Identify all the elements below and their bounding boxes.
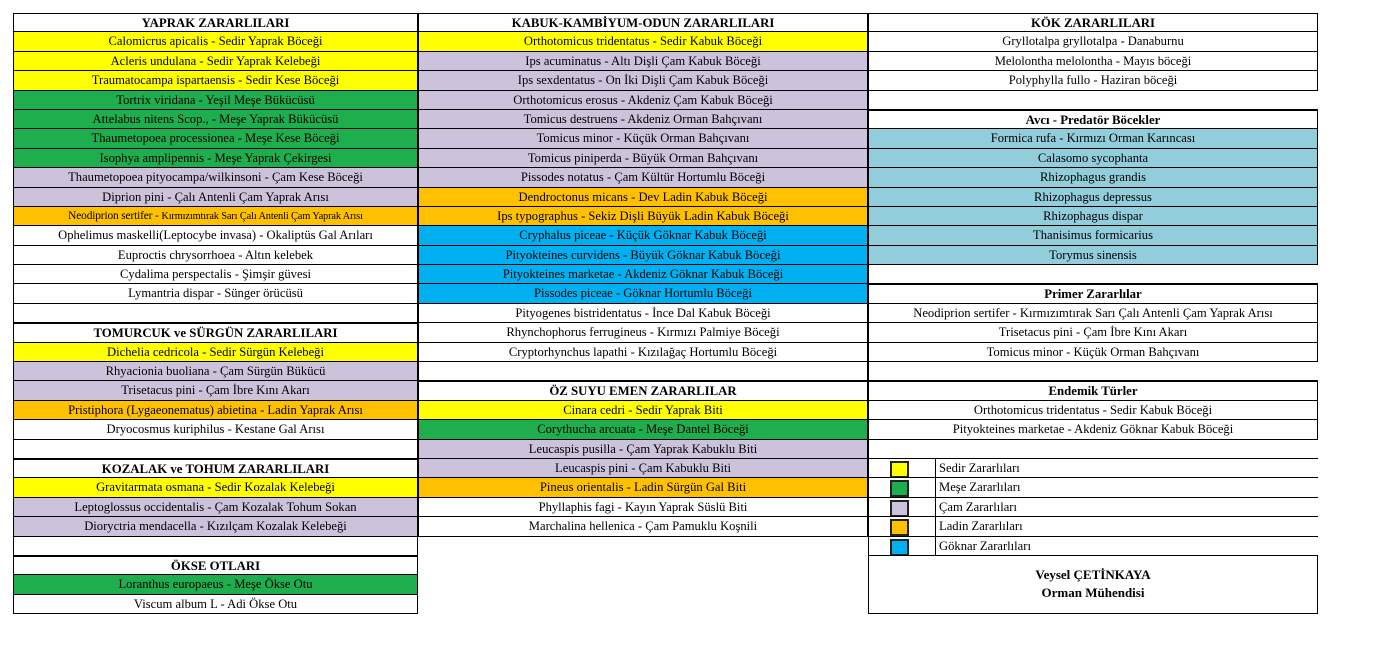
section-header: KOZALAK ve TOHUM ZARARLILARI — [13, 459, 418, 478]
legend-row-yellow — [868, 459, 1318, 478]
pest-row-tomicus-minor-kucuk-orman-bahcivani: Tomicus minor - Küçük Orman Bahçıvanı — [868, 343, 1318, 362]
pest-row-rhizophagus-depressus: Rhizophagus depressus — [868, 188, 1318, 207]
pest-row-ips-acuminatus-alti-disli-cam-kabuk-boce: Ips acuminatus - Altı Dişli Çam Kabuk Böceği — [418, 52, 868, 71]
legend-label: Meşe Zararlıları — [939, 480, 1021, 495]
pest-row-pissodes-piceae-goknar-hortumlu-bocegi: Pissodes piceae - Göknar Hortumlu Böceği — [418, 284, 868, 303]
author-box — [868, 556, 1318, 614]
pest-row-melolontha-melolontha-mayis-bocegi: Melolontha melolontha - Mayıs böceği — [868, 52, 1318, 71]
pest-row-rhyacionia-buoliana-cam-surgun-bukucu: Rhyacionia buoliana - Çam Sürgün Bükücü — [13, 362, 418, 381]
section-header: Primer Zararlılar — [868, 284, 1318, 303]
pest-row-gravitarmata-osmana-sedir-kozalak-kelebe: Gravitarmata osmana - Sedir Kozalak Kelebeği — [13, 478, 418, 497]
legend-row-orange — [868, 517, 1318, 536]
legend-label: Sedir Zararlıları — [939, 460, 1020, 475]
section-header: Endemik Türler — [868, 381, 1318, 400]
legend-swatch-cell — [869, 498, 936, 516]
legend-label: Ladin Zararlıları — [939, 519, 1023, 534]
pest-row-thaumetopoea-pityocampa-wilkinsoni-cam-k: Thaumetopoea pityocampa/wilkinsoni - Çam Kese Böceği — [13, 168, 418, 187]
legend-swatch-green — [890, 480, 909, 497]
blank-row — [868, 440, 1318, 459]
pest-row-trisetacus-pini-cam-ibre-kini-akari: Trisetacus pini - Çam İbre Kını Akarı — [13, 381, 418, 400]
pest-row-dendroctonus-micans-dev-ladin-kabuk-boce: Dendroctonus micans - Dev Ladin Kabuk Böceği — [418, 188, 868, 207]
section-header: Avcı - Predatör Böcekler — [868, 110, 1318, 129]
author-name: Veysel ÇETİNKAYA — [1035, 567, 1151, 583]
legend-label: Göknar Zararlıları — [939, 538, 1031, 553]
pest-row-gryllotalpa-gryllotalpa-danaburnu: Gryllotalpa gryllotalpa - Danaburnu — [868, 32, 1318, 51]
legend-swatch-cell — [869, 517, 936, 535]
column-leaf-bud-cone-pests — [13, 13, 418, 614]
pest-row-calomicrus-apicalis-sedir-yaprak-bocegi: Calomicrus apicalis - Sedir Yaprak Böceği — [13, 32, 418, 51]
column-root-predator-endemic — [868, 13, 1318, 614]
pest-row-viscum-album-l-adi-okse-otu: Viscum album L - Adi Ökse Otu — [13, 595, 418, 614]
pest-common-name: Kırmızımtırak Sarı Çalı Antenli Çam Yaprak Arısı — [161, 210, 363, 222]
pest-row-marchalina-hellenica-cam-pamuklu-kosnili: Marchalina hellenica - Çam Pamuklu Koşnili — [418, 517, 868, 536]
pest-row-phyllaphis-fagi-kayin-yaprak-suslu-biti: Phyllaphis fagi - Kayın Yaprak Süslü Biti — [418, 498, 868, 517]
blank-row — [13, 440, 418, 459]
column-bark-sap-pests — [418, 13, 868, 537]
pest-row-attelabus-nitens-scop-mese-yaprak-bukucu: Attelabus nitens Scop., - Meşe Yaprak Bükücüsü — [13, 110, 418, 129]
pest-row-cryphalus-piceae-kucuk-goknar-kabuk-boce: Cryphalus piceae - Küçük Göknar Kabuk Böceği — [418, 226, 868, 245]
pest-row-lymantria-dispar-sunger-orucusu: Lymantria dispar - Sünger örücüsü — [13, 284, 418, 303]
pest-row-loranthus-europaeus-mese-okse-otu: Loranthus europaeus - Meşe Ökse Otu — [13, 575, 418, 594]
pest-row-ips-typographus-sekiz-disli-buyuk-ladin-: Ips typographus - Sekiz Dişli Büyük Ladin Kabuk Böceği — [418, 207, 868, 226]
legend-swatch-cell — [869, 459, 936, 477]
pest-row-diprion-pini-cali-antenli-cam-yaprak-ari: Diprion pini - Çalı Antenli Çam Yaprak Arısı — [13, 188, 418, 207]
section-header: ÖKSE OTLARI — [13, 556, 418, 575]
pest-row-thanisimus-formicarius: Thanisimus formicarius — [868, 226, 1318, 245]
pest-row-neodiprion-sertifer-kirmizimtirak-sari-c: Neodiprion sertifer - Kırmızımtırak Sarı Çalı Antenli Çam Yaprak Arısı — [868, 304, 1318, 323]
pest-row-orthotomicus-tridentatus-sedir-kabuk-boc: Orthotomicus tridentatus - Sedir Kabuk Böceği — [868, 401, 1318, 420]
pest-row-ophelimus-maskelli-leptocybe-invasa-okal: Ophelimus maskelli(Leptocybe invasa) - Okaliptüs Gal Arıları — [13, 226, 418, 245]
pest-row-leucaspis-pusilla-cam-yaprak-kabuklu-bit: Leucaspis pusilla - Çam Yaprak Kabuklu Biti — [418, 440, 868, 459]
section-header: KABUK-KAMBİYUM-ODUN ZARARLILARI — [418, 13, 868, 32]
pest-row-rhizophagus-dispar: Rhizophagus dispar — [868, 207, 1318, 226]
blank-row — [868, 91, 1318, 110]
blank-row — [868, 265, 1318, 284]
pest-row-neodiprion-sertifer — [13, 207, 418, 226]
pest-row-orthotomicus-erosus-akdeniz-cam-kabuk-bo: Orthotomicus erosus - Akdeniz Çam Kabuk Böceği — [418, 91, 868, 110]
legend-row-green — [868, 478, 1318, 497]
legend-swatch-yellow — [890, 461, 909, 478]
pest-row-pityokteines-marketae-akdeniz-goknar-kab: Pityokteines marketae - Akdeniz Göknar Kabuk Böceği — [868, 420, 1318, 439]
pest-row-ips-sexdentatus-on-iki-disli-cam-kabuk-b: Ips sexdentatus - On İki Dişli Çam Kabuk Böceği — [418, 71, 868, 90]
pest-row-polyphylla-fullo-haziran-bocegi: Polyphylla fullo - Haziran böceği — [868, 71, 1318, 90]
pest-row-pityokteines-marketae-akdeniz-goknar-kab: Pityokteines marketae - Akdeniz Göknar Kabuk Böceği — [418, 265, 868, 284]
pest-row-euproctis-chrysorrhoea-altin-kelebek: Euproctis chrysorrhoea - Altın kelebek — [13, 246, 418, 265]
blank-row — [13, 304, 418, 323]
legend-swatch-cell — [869, 537, 936, 555]
pest-row-formica-rufa-kirmizi-orman-karincasi: Formica rufa - Kırmızı Orman Karıncası — [868, 129, 1318, 148]
pest-row-orthotomicus-tridentatus-sedir-kabuk-boc: Orthotomicus tridentatus - Sedir Kabuk Böceği — [418, 32, 868, 51]
blank-row — [868, 362, 1318, 381]
pest-row-dryocosmus-kuriphilus-kestane-gal-arisi: Dryocosmus kuriphilus - Kestane Gal Arısı — [13, 420, 418, 439]
pest-row-corythucha-arcuata-mese-dantel-bocegi: Corythucha arcuata - Meşe Dantel Böceği — [418, 420, 868, 439]
pest-row-leucaspis-pini-cam-kabuklu-biti: Leucaspis pini - Çam Kabuklu Biti — [418, 459, 868, 478]
section-header: KÖK ZARARLILARI — [868, 13, 1318, 32]
pest-row-pissodes-notatus-cam-kultur-hortumlu-boc: Pissodes notatus - Çam Kültür Hortumlu Böceği — [418, 168, 868, 187]
legend-swatch-lilac — [890, 500, 909, 517]
pest-row-pristiphora-lygaeonematus-abietina-ladin: Pristiphora (Lygaeonematus) abietina - Ladin Yaprak Arısı — [13, 401, 418, 420]
pest-row-calasomo-sycophanta: Calasomo sycophanta — [868, 149, 1318, 168]
pest-row-dioryctria-mendacella-kizilcam-kozalak-k: Dioryctria mendacella - Kızılçam Kozalak Kelebeği — [13, 517, 418, 536]
pest-row-tomicus-destruens-akdeniz-orman-bahcivan: Tomicus destruens - Akdeniz Orman Bahçıvanı — [418, 110, 868, 129]
pest-row-tomicus-piniperda-buyuk-orman-bahcivani: Tomicus piniperda - Büyük Orman Bahçıvanı — [418, 149, 868, 168]
pest-row-tortrix-viridana-yesil-mese-bukucusu: Tortrix viridana - Yeşil Meşe Bükücüsü — [13, 91, 418, 110]
legend-row-blue — [868, 537, 1318, 556]
section-header: YAPRAK ZARARLILARI — [13, 13, 418, 32]
pest-row-trisetacus-pini-cam-ibre-kini-akari: Trisetacus pini - Çam İbre Kını Akarı — [868, 323, 1318, 342]
section-header: ÖZ SUYU EMEN ZARARLILAR — [418, 381, 868, 400]
legend-swatch-cell — [869, 478, 936, 496]
legend-swatch-orange — [890, 519, 909, 536]
blank-row — [13, 537, 418, 556]
pest-name: Neodiprion sertifer - — [68, 209, 162, 222]
pest-row-leptoglossus-occidentalis-cam-kozalak-to: Leptoglossus occidentalis - Çam Kozalak Tohum Sokan — [13, 498, 418, 517]
section-header: TOMURCUK ve SÜRGÜN ZARARLILARI — [13, 323, 418, 342]
pest-row-pineus-orientalis-ladin-surgun-gal-biti: Pineus orientalis - Ladin Sürgün Gal Biti — [418, 478, 868, 497]
pest-row-acleris-undulana-sedir-yaprak-kelebegi: Acleris undulana - Sedir Yaprak Kelebeği — [13, 52, 418, 71]
legend-row-lilac — [868, 498, 1318, 517]
author-title: Orman Mühendisi — [1041, 585, 1145, 601]
pest-row-traumatocampa-ispartaensis-sedir-kese-bo: Traumatocampa ispartaensis - Sedir Kese Böceği — [13, 71, 418, 90]
pest-row-tomicus-minor-kucuk-orman-bahcivani: Tomicus minor - Küçük Orman Bahçıvanı — [418, 129, 868, 148]
pest-row-pityokteines-curvidens-buyuk-goknar-kabu: Pityokteines curvidens - Büyük Göknar Kabuk Böceği — [418, 246, 868, 265]
pest-row-thaumetopoea-processionea-mese-kese-boce: Thaumetopoea processionea - Meşe Kese Böceği — [13, 129, 418, 148]
blank-row — [418, 362, 868, 381]
pest-row-cydalima-perspectalis-simsir-guvesi: Cydalima perspectalis - Şimşir güvesi — [13, 265, 418, 284]
pest-row-rhynchophorus-ferrugineus-kirmizi-palmiy: Rhynchophorus ferrugineus - Kırmızı Palmiye Böceği — [418, 323, 868, 342]
pest-row-pityogenes-bistridentatus-ince-dal-kabuk: Pityogenes bistridentatus - İnce Dal Kabuk Böceği — [418, 304, 868, 323]
pest-row-dichelia-cedricola-sedir-surgun-kelebegi: Dichelia cedricola - Sedir Sürgün Kelebeği — [13, 343, 418, 362]
legend-swatch-blue — [890, 539, 909, 556]
pest-row-torymus-sinensis: Torymus sinensis — [868, 246, 1318, 265]
pest-row-cinara-cedri-sedir-yaprak-biti: Cinara cedri - Sedir Yaprak Biti — [418, 401, 868, 420]
legend-label: Çam Zararlıları — [939, 499, 1017, 514]
pest-row-isophya-amplipennis-mese-yaprak-cekirges: Isophya amplipennis - Meşe Yaprak Çekirgesi — [13, 149, 418, 168]
pest-row-cryptorhynchus-lapathi-kizilagac-hortuml: Cryptorhynchus lapathi - Kızılağaç Hortumlu Böceği — [418, 343, 868, 362]
pest-row-rhizophagus-grandis: Rhizophagus grandis — [868, 168, 1318, 187]
